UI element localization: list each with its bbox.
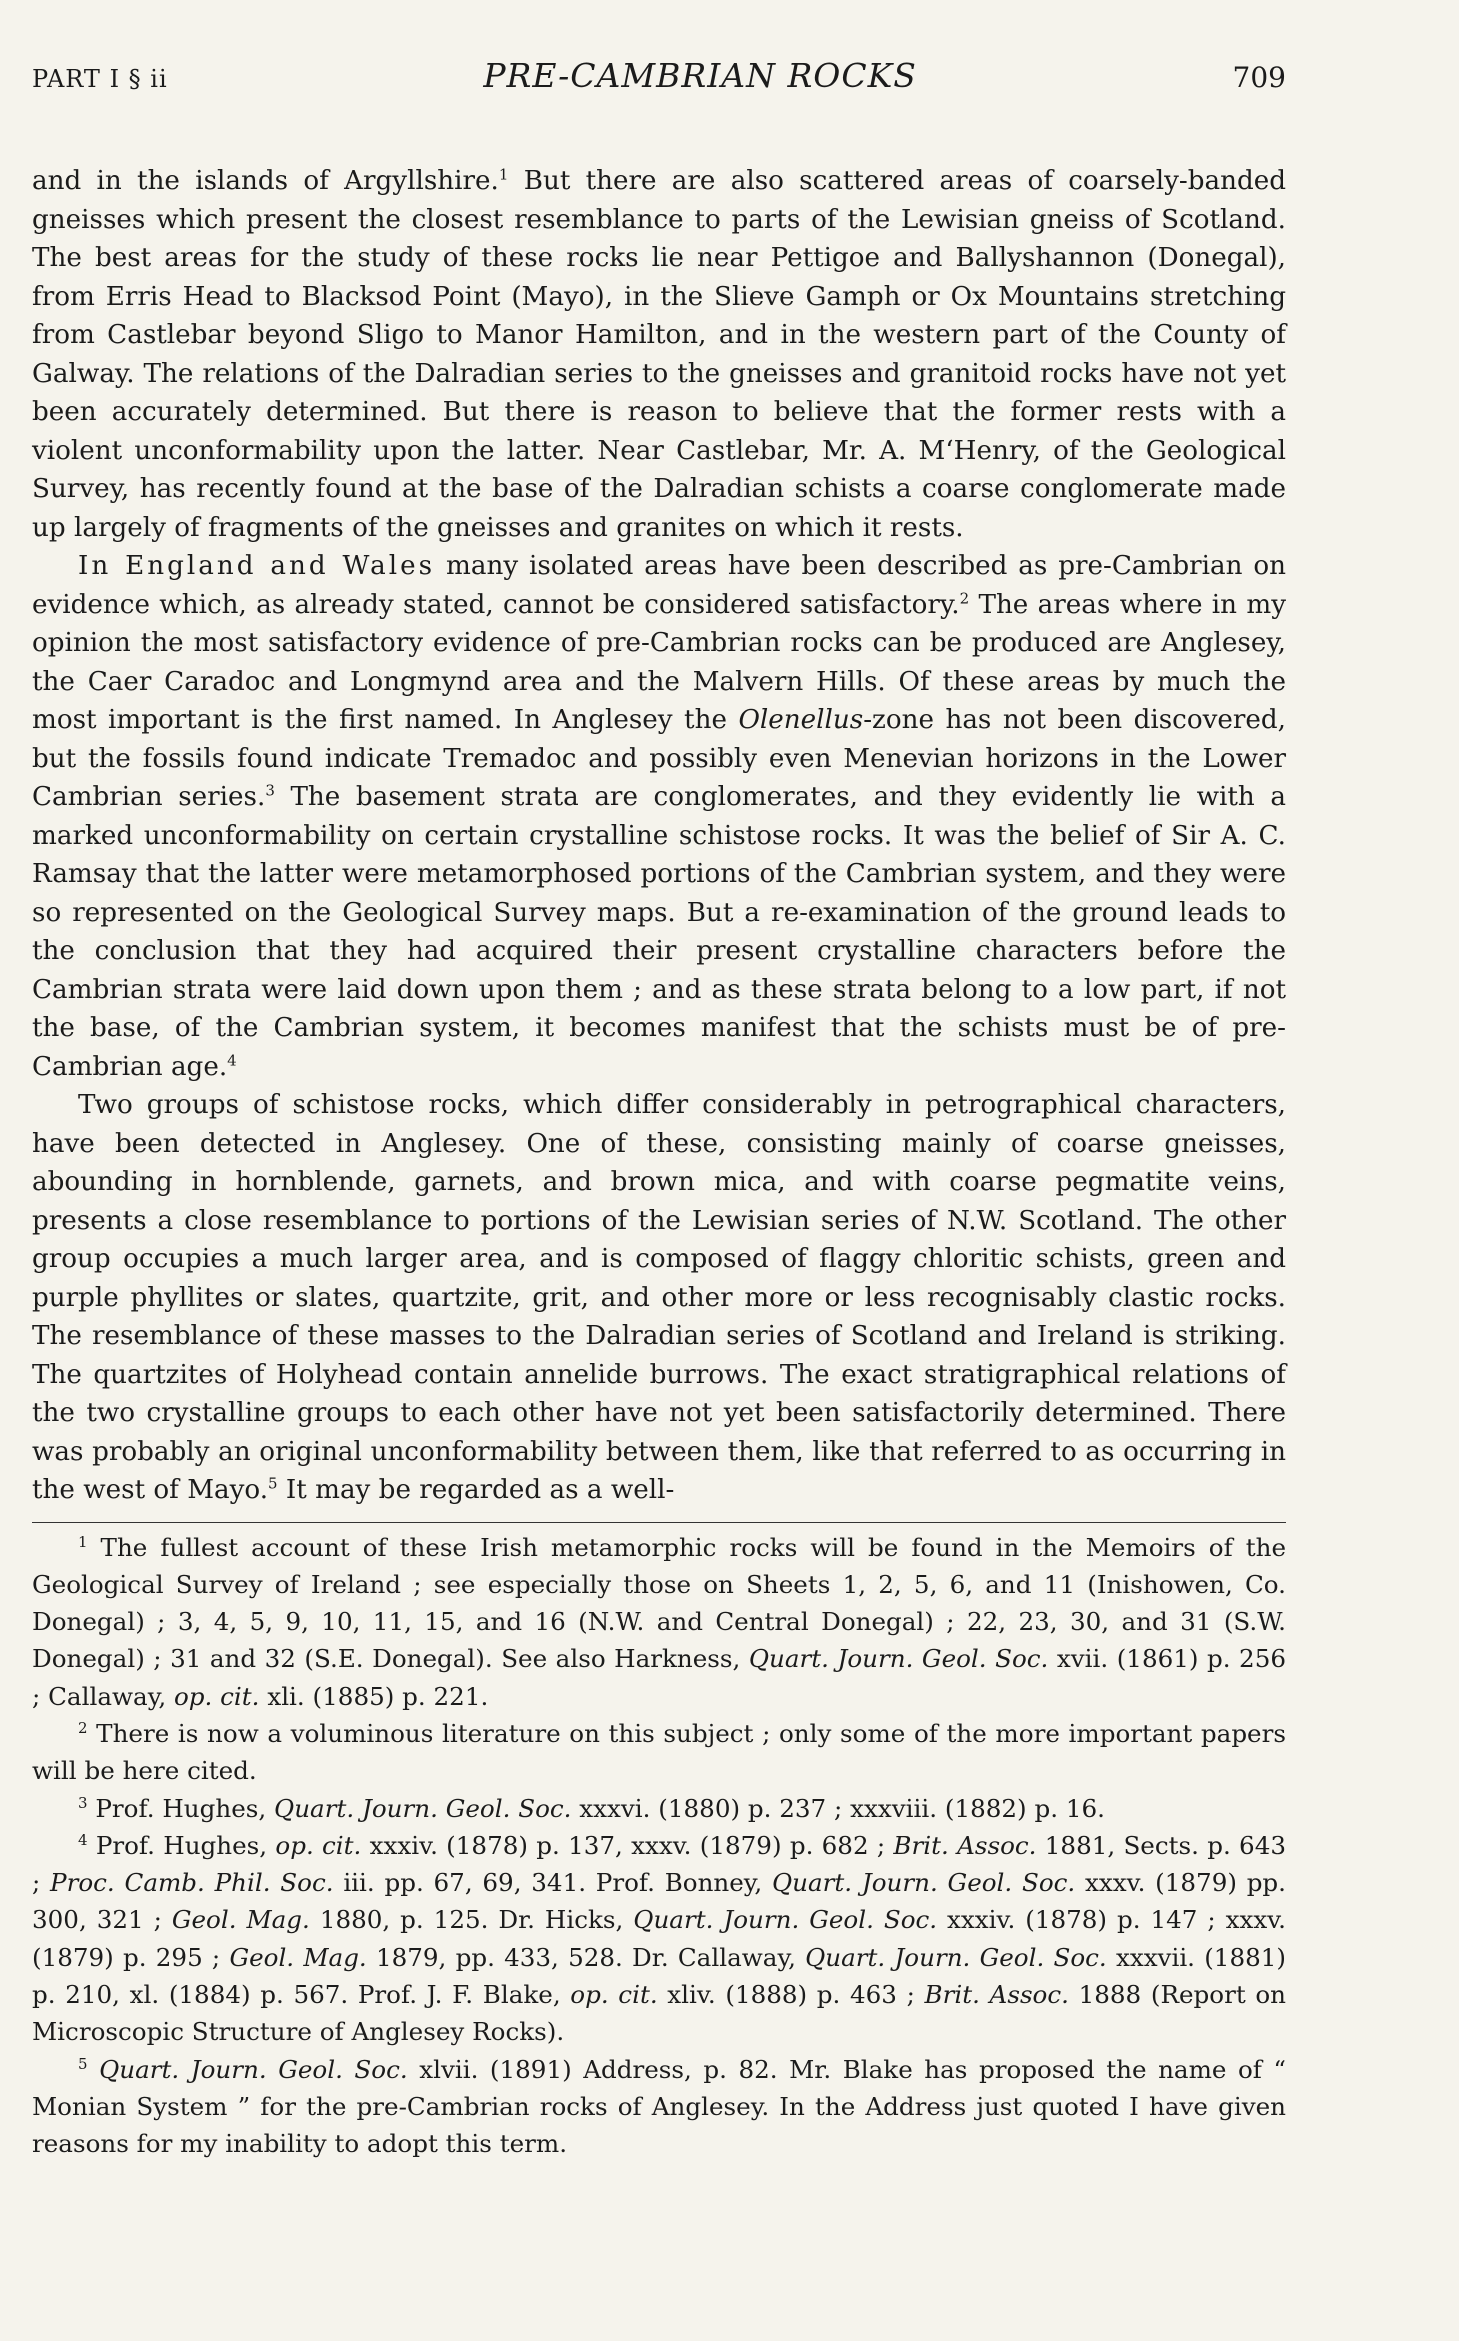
footnote-2: $^2$ There is now a voluminous literature on this subject ; only some of the more important papers will be here cited. [32, 1718, 1286, 1786]
footnote-3: $^3$ Prof. Hughes, Quart. Journ. Geol. Soc. xxxvi. (1880) p. 237 ; xxxviii. (1882) p. 16. [78, 1793, 1105, 1823]
part-section-label: PART I § ii [32, 65, 168, 93]
running-head [32, 56, 1286, 106]
chapter-title: PRE-CAMBRIAN ROCKS [483, 56, 917, 95]
page [32, 56, 1286, 2163]
page-number: 709 [1232, 61, 1286, 94]
footnote-ref[interactable]: 2 [959, 588, 970, 607]
paragraph: and in the islands of Argyllshire.$^1$ But there are also scattered areas of coarsely-banded gneisses which present the closest resemblance to parts of the Lewisian gneiss of Scotland. The best areas for the study of these rocks lie near Pettigoe and Ballyshannon (Donegal), from Erris Head to Blacksod Point (Mayo), in the Slieve Gamph or Ox Mountains stretching from Castlebar beyond Sligo to Manor Hamilton, and in the western part of the County of Galway. The relations of the Dalradian series to the gneisses and granitoid rocks have not yet been accurately determined. But there is reason to believe that the former rests with a violent unconformability upon the latter. Near Castlebar, Mr. A. M‘Henry, of the Geological Survey, has recently found at the base of the Dalradian schists a coarse conglomerate made up largely of fragments of the gneisses and granites on which it rests. [32, 165, 1286, 543]
footnote-1: $^1$ The fullest account of these Irish metamorphic rocks will be found in the Memoirs of the Geological Survey of Ireland ; see especially those on Sheets 1, 2, 5, 6, and 11 (Inishowen, Co. Donegal) ; 3, 4, 5, 9, 10, 11, 15, and 16 (N.W. and Central Donegal) ; 22, 23, 30, and 31 (S.W. Donegal) ; 31 and 32 (S.E. Donegal). See also Harkness, Quart. Journ. Geol. Soc. xvii. (1861) p. 256 ; Callaway, op. cit. xli. (1885) p. 221. [32, 1532, 1286, 1711]
footnote-ref[interactable]: 1 [498, 165, 509, 184]
footnote-divider [32, 1522, 1286, 1523]
footnote-5: $^5$ Quart. Journ. Geol. Soc. xlvii. (1891) Address, p. 82. Mr. Blake has proposed the name of “ Monian System ” for the pre-Cambrian rocks of Anglesey. In the Address just quoted I have given reasons for my inability to adopt this term. [32, 2054, 1286, 2159]
footnote-ref[interactable]: 4 [227, 1050, 237, 1069]
footnote-ref[interactable]: 5 [268, 1474, 278, 1493]
paragraph: Two groups of schistose rocks, which differ considerably in petrographical characters, have been detected in Anglesey. One of these, consisting mainly of coarse gneisses, abounding in hornblende, garnets, and brown mica, and with coarse pegmatite veins, presents a close resemblance to portions of the Lewisian series of N.W. Scotland. The other group occupies a much larger area, and is composed of flaggy chloritic schists, green and purple phyllites or slates, quartzite, grit, and other more or less recognisably clastic rocks. The resemblance of these masses to the Dalradian series of Scotland and Ireland is striking. The quartzites of Holyhead contain annelide burrows. The exact stratigraphical relations of the two crystalline groups to each other have not yet been satisfactorily determined. There was probably an original unconformability between them, like that referred to as occurring in the west of Mayo.$^5$ It may be regarded as a well- [32, 1090, 1286, 1505]
footnote-ref[interactable]: 3 [265, 781, 275, 800]
paragraph: In England and Wales many isolated areas have been described as pre-Cambrian on evidence which, as already stated, cannot be considered satisfactory.$^2$ The areas where in my opinion the most satisfactory evidence of pre-Cambrian rocks can be produced are Anglesey, the Caer Caradoc and Longmynd area and the Malvern Hills. Of these areas by much the most important is the first named. In Anglesey the Olenellus-zone has not been discovered, but the fossils found indicate Tremadoc and possibly even Menevian horizons in the Lower Cambrian series.$^3$ The basement strata are conglomerates, and they evidently lie with a marked unconformability on certain crystalline schistose rocks. It was the belief of Sir A. C. Ramsay that the latter were metamorphosed portions of the Cambrian system, and they were so represented on the Geological Survey maps. But a re-examination of the ground leads to the conclusion that they had acquired their present crystalline characters before the Cambrian strata were laid down upon them ; and as these strata belong to a low part, if not the base, of the Cambrian system, it becomes manifest that the schists must be of pre-Cambrian age.$^4$ [32, 551, 1287, 1082]
main-text [32, 162, 1286, 1510]
footnotes [32, 1529, 1286, 2163]
footnote-4: $^4$ Prof. Hughes, op. cit. xxxiv. (1878) p. 137, xxxv. (1879) p. 682 ; Brit. Assoc. 1881, Sects. p. 643 ; Proc. Camb. Phil. Soc. iii. pp. 67, 69, 341. Prof. Bonney, Quart. Journ. Geol. Soc. xxxv. (1879) pp. 300, 321 ; Geol. Mag. 1880, p. 125. Dr. Hicks, Quart. Journ. Geol. Soc. xxxiv. (1878) p. 147 ; xxxv. (1879) p. 295 ; Geol. Mag. 1879, pp. 433, 528. Dr. Callaway, Quart. Journ. Geol. Soc. xxxvii. (1881) p. 210, xl. (1884) p. 567. Prof. J. F. Blake, op. cit. xliv. (1888) p. 463 ; Brit. Assoc. 1888 (Report on Microscopic Structure of Anglesey Rocks). [32, 1830, 1287, 2047]
section-lead: In England and Wales [78, 551, 436, 581]
